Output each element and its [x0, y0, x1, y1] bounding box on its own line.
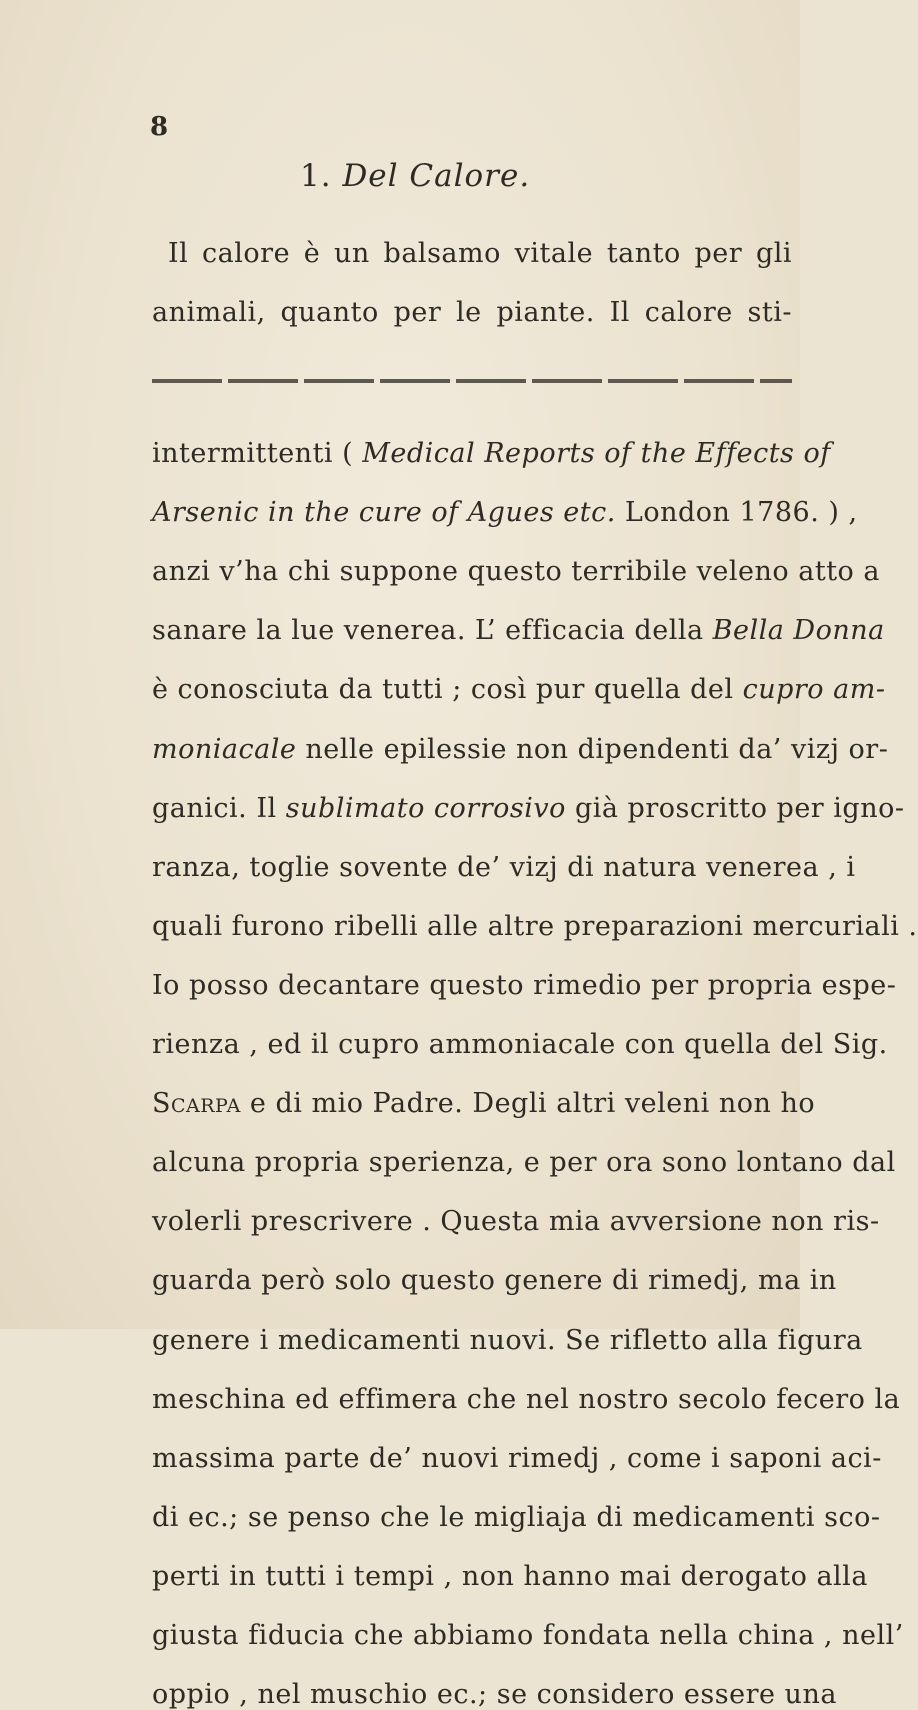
italic-text: Arsenic in the cure of Agues etc.: [152, 497, 616, 528]
chapter-numeral: 1.: [300, 158, 332, 194]
text-segment: massima parte de’ nuovi rimedj , come i saponi aci-: [152, 1443, 882, 1474]
text-segment: ganici. Il: [152, 793, 286, 824]
footnote-line: [152, 793, 905, 824]
separator-rule: [152, 379, 792, 383]
page-number: 8: [150, 112, 169, 142]
footnote-line: [152, 1029, 888, 1060]
text-segment: quali furono ribelli alle altre preparazioni mercuriali .: [152, 911, 918, 942]
text-segment: nelle epilessie non dipendenti da’ vizj or-: [296, 734, 889, 765]
footnote-line: [152, 1384, 901, 1415]
text-segment: guarda però solo questo genere di rimedj, ma in: [152, 1265, 837, 1296]
text-segment: genere i medicamenti nuovi. Se rifletto alla figura: [152, 1325, 863, 1356]
footnote-line: [152, 1679, 837, 1710]
footnote-line: [152, 1206, 880, 1237]
footnote-line: [152, 615, 885, 646]
text-segment: London 1786. ) ,: [615, 497, 858, 528]
chapter-title: Del Calore.: [342, 158, 531, 194]
text-segment: sanare la lue venerea. L’ efficacia della: [152, 615, 713, 646]
footnote-line: [152, 1502, 881, 1533]
italic-text: cupro am-: [742, 674, 886, 705]
text-segment: è conosciuta da tutti ; così pur quella del: [152, 674, 743, 705]
text-segment: rienza , ed il cupro ammoniacale con quella del Sig.: [152, 1029, 888, 1060]
text-segment: ranza, toglie sovente de’ vizj di natura venerea , i: [152, 852, 856, 883]
footnote-line: [152, 1265, 837, 1296]
text-segment: meschina ed effimera che nel nostro secolo fecero la: [152, 1384, 901, 1415]
text-segment: volerli prescrivere . Questa mia avversione non ris-: [152, 1206, 880, 1237]
text-segment: già proscritto per igno-: [565, 793, 905, 824]
small-caps-text: Scarpa: [152, 1088, 241, 1119]
footnote-line: [152, 734, 889, 765]
text-segment: oppio , nel muschio ec.; se considero essere una: [152, 1679, 837, 1710]
italic-text: moniacale: [152, 734, 297, 765]
italic-text: sublimato corrosivo: [285, 793, 566, 824]
footnote-line: [152, 556, 880, 587]
footnote-line: [152, 1088, 816, 1119]
footnote-line: [152, 852, 856, 883]
footnote-line: [152, 497, 858, 528]
footnote-line: [152, 911, 918, 942]
footnote-line: [152, 1561, 868, 1592]
italic-text: Bella Donna: [712, 615, 885, 646]
intro-line: animali, quanto per le piante. Il calore sti-: [152, 297, 792, 328]
text-segment: giusta fiducia che abbiamo fondata nella china , nell’: [152, 1620, 904, 1651]
chapter-heading: [300, 158, 530, 194]
text-segment: e di mio Padre. Degli altri veleni non ho: [240, 1088, 816, 1119]
footnote-line: [152, 1620, 904, 1651]
footnote-line: [152, 438, 831, 469]
footnote-line: [152, 1325, 863, 1356]
text-segment: perti in tutti i tempi , non hanno mai derogato alla: [152, 1561, 868, 1592]
text-segment: alcuna propria sperienza, e per ora sono lontano dal: [152, 1147, 896, 1178]
footnote-line: [152, 1443, 882, 1474]
intro-line: Il calore è un balsamo vitale tanto per gli: [168, 238, 792, 269]
text-segment: intermittenti (: [152, 438, 363, 469]
footnote-line: [152, 674, 886, 705]
footnote-line: [152, 970, 897, 1001]
italic-text: Medical Reports of the Effects of: [362, 438, 831, 469]
text-segment: anzi v’ha chi suppone questo terribile veleno atto a: [152, 556, 880, 587]
text-segment: di ec.; se penso che le migliaja di medicamenti sco-: [152, 1502, 881, 1533]
text-segment: Io posso decantare questo rimedio per propria espe-: [152, 970, 897, 1001]
footnote-line: [152, 1147, 896, 1178]
